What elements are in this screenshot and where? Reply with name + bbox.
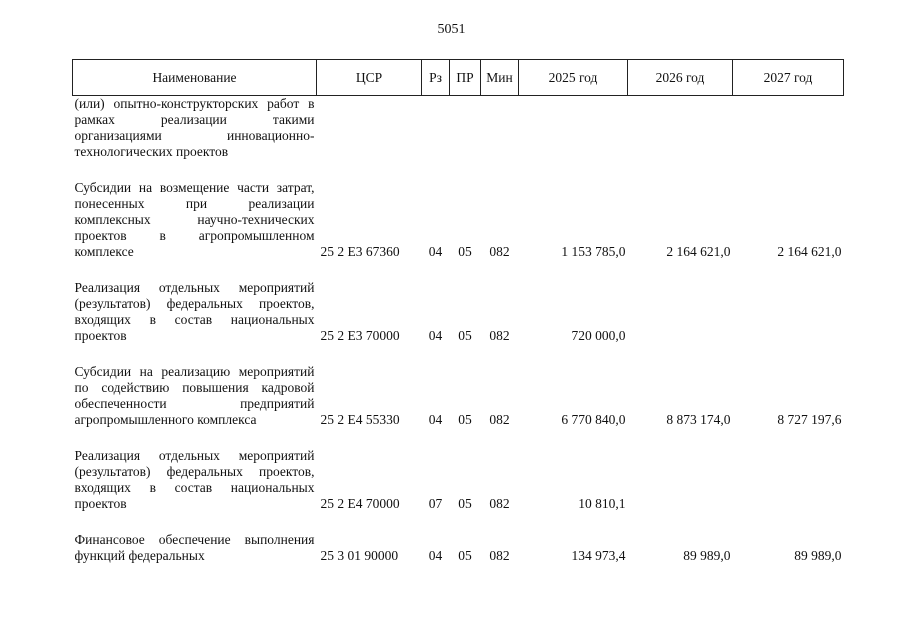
- row-2025: 6 770 840,0: [561, 412, 626, 427]
- page-number: 5051: [437, 22, 466, 37]
- table-header-row: [73, 60, 844, 96]
- table-row: [73, 448, 844, 512]
- header-min: Мин: [481, 60, 519, 96]
- row-2025: 720 000,0: [571, 328, 626, 343]
- row-name: Финансовое обеспечение выполнения функций федеральных: [74, 532, 315, 563]
- row-2025: 1 153 785,0: [561, 244, 626, 259]
- row-2025: 10 810,1: [578, 496, 626, 511]
- row-rz: 04: [428, 412, 443, 427]
- row-spacer: [73, 428, 844, 448]
- row-pr: 05: [458, 496, 472, 511]
- table-row: [73, 180, 844, 260]
- row-min: 082: [489, 548, 510, 563]
- row-min: 082: [489, 412, 510, 427]
- budget-table: [72, 59, 844, 564]
- row-2026: [628, 448, 733, 512]
- header-pr: ПР: [450, 60, 481, 96]
- row-csr: 25 3 01 90000: [320, 548, 399, 563]
- header-2027: 2027 год: [733, 60, 844, 96]
- row-rz: 04: [428, 548, 443, 563]
- header-name: Наименование: [73, 60, 317, 96]
- table-row: [73, 280, 844, 344]
- row-min: 082: [489, 328, 510, 343]
- row-rz: 04: [428, 244, 443, 259]
- row-spacer: [73, 344, 844, 364]
- row-name: Реализация отдельных мероприятий (результатов) федеральных проектов, входящих в состав национальных проектов: [74, 448, 315, 511]
- row-2026: [628, 96, 733, 161]
- table-row: [73, 96, 844, 161]
- row-min: 082: [489, 496, 510, 511]
- row-csr: [317, 96, 422, 161]
- row-csr: 25 2 Е3 67360: [320, 244, 400, 259]
- row-2027: [733, 280, 844, 344]
- row-2025: 134 973,4: [571, 548, 626, 563]
- header-2025: 2025 год: [519, 60, 628, 96]
- row-pr: 05: [458, 244, 472, 259]
- row-2025: [519, 96, 628, 161]
- row-pr: [450, 96, 481, 161]
- row-min: 082: [489, 244, 510, 259]
- row-name: (или) опытно-конструкторских работ в рамках реализации такими организациями инновационно-технологических проектов: [74, 96, 315, 159]
- row-pr: 05: [458, 412, 472, 427]
- row-2026: 89 989,0: [683, 548, 731, 563]
- row-pr: 05: [458, 328, 472, 343]
- row-2027: 89 989,0: [794, 548, 842, 563]
- row-2027: 8 727 197,6: [777, 412, 842, 427]
- row-csr: 25 2 Е4 55330: [320, 412, 400, 427]
- row-csr: 25 2 Е3 70000: [320, 328, 400, 343]
- header-2026: 2026 год: [628, 60, 733, 96]
- row-rz: 04: [428, 328, 443, 343]
- row-2026: 2 164 621,0: [666, 244, 731, 259]
- table-row: [73, 532, 844, 564]
- header-rz: Рз: [422, 60, 450, 96]
- row-rz: [422, 96, 450, 161]
- row-2027: [733, 96, 844, 161]
- row-csr: 25 2 Е4 70000: [320, 496, 400, 511]
- row-pr: 05: [458, 548, 472, 563]
- row-name: Субсидии на реализацию мероприятий по содействию повышения кадровой обеспеченности предприятий агропромышленного комплекса: [74, 364, 315, 427]
- row-spacer: [73, 512, 844, 532]
- row-spacer: [73, 160, 844, 180]
- row-min: [481, 96, 519, 161]
- row-2026: [628, 280, 733, 344]
- row-2027: [733, 448, 844, 512]
- table-row: [73, 364, 844, 428]
- row-name: Реализация отдельных мероприятий (результатов) федеральных проектов, входящих в состав национальных проектов: [74, 280, 315, 343]
- row-2026: 8 873 174,0: [666, 412, 731, 427]
- row-2027: 2 164 621,0: [777, 244, 842, 259]
- header-csr: ЦСР: [317, 60, 422, 96]
- row-name: Субсидии на возмещение части затрат, понесенных при реализации комплексных научно-технических проектов в агропромышленном комплексе: [74, 180, 315, 259]
- row-rz: 07: [428, 496, 443, 511]
- row-spacer: [73, 260, 844, 280]
